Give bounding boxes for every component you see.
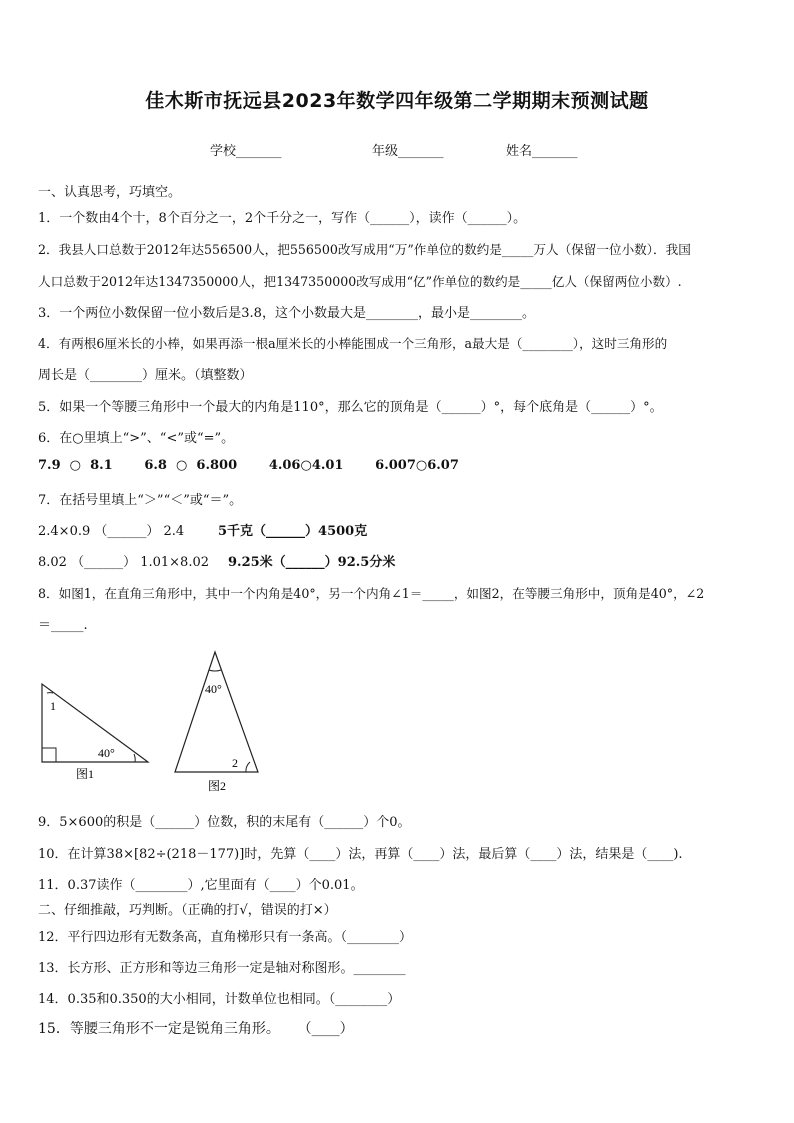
figure-2-apex-label: 40° bbox=[205, 682, 222, 696]
question-1: 1．一个数由4个十，8个百分之一，2个千分之一，写作（______），读作（______）。 bbox=[38, 211, 527, 226]
geometry-figures bbox=[0, 640, 300, 800]
question-5: 5．如果一个等腰三角形中一个最大的内角是110°，那么它的顶角是（______）°，每个底角是（______）°。 bbox=[38, 400, 663, 415]
question-10: 10．在计算38×[82÷(218－177)]时，先算（____）法，再算（____）法，最后算（____）法，结果是（____). bbox=[38, 847, 683, 862]
question-12: 12．平行四边形有无数条高，直角梯形只有一条高。（________） bbox=[38, 930, 413, 945]
figure-2-isosceles-triangle bbox=[175, 652, 258, 793]
name-field: 姓名_______ bbox=[506, 144, 578, 159]
page-title: 佳木斯市抚远县2023年数学四年级第二学期期末预测试题 bbox=[145, 90, 649, 112]
question-4-line-2: 周长是（________）厘米。（填整数） bbox=[38, 368, 253, 383]
question-6-comparisons: 7.9 ○ 8.1 6.8 ○ 6.800 4.06○4.01 6.007○6.07 bbox=[38, 458, 459, 473]
question-13: 13．长方形、正方形和等边三角形一定是轴对称图形。________ bbox=[38, 961, 406, 976]
figure-1-right-triangle bbox=[42, 684, 148, 781]
question-8-line-2: ＝_____. bbox=[38, 618, 88, 633]
question-9: 9．5×600的积是（______）位数，积的末尾有（______）个0。 bbox=[38, 815, 411, 830]
figure-1-angle-marker: 1 bbox=[50, 699, 56, 713]
question-2-line-2: 人口总数于2012年达1347350000人，把1347350000改写成用“亿”作单位的数约是_____亿人（保留两位小数）. bbox=[38, 274, 682, 289]
figure-2-angle-marker: 2 bbox=[232, 756, 238, 770]
question-4-line-1: 4．有两根6厘米长的小棒，如果再添一根a厘米长的小棒能围成一个三角形，a最大是（________），这时三角形的 bbox=[38, 336, 668, 351]
question-6: 6．在○里填上“>”、“<”或“=”。 bbox=[38, 431, 235, 446]
section-2-heading: 二、仔细推敲，巧判断。（正确的打√，错误的打×） bbox=[38, 903, 337, 918]
grade-field: 年级_______ bbox=[372, 144, 444, 159]
question-14: 14．0.35和0.350的大小相同，计数单位也相同。（________） bbox=[38, 992, 401, 1007]
question-15: 15．等腰三角形不一定是锐角三角形。 （____） bbox=[38, 1021, 354, 1037]
question-7-row-2-left: 8.02 （______） 1.01×8.02 bbox=[38, 555, 209, 570]
question-2-line-1: 2．我县人口总数于2012年达556500人，把556500改写成用“万”作单位的数约是_____万人（保留一位小数）．我国 bbox=[38, 242, 691, 257]
section-1-heading: 一、认真思考，巧填空。 bbox=[38, 185, 182, 200]
question-7: 7．在括号里填上“＞”“＜”或“＝”。 bbox=[38, 493, 243, 508]
school-field: 学校_______ bbox=[210, 144, 282, 159]
figure-1-angle-label: 40° bbox=[98, 746, 115, 760]
question-3: 3．一个两位小数保留一位小数后是3.8，这个小数最大是________，最小是________。 bbox=[38, 306, 535, 321]
question-7-row-2-right: 9.25米（______）92.5分米 bbox=[228, 555, 396, 570]
question-7-row-1-right: 5千克（______）4500克 bbox=[218, 524, 368, 539]
question-11: 11．0.37读作（________）,它里面有（____）个0.01。 bbox=[38, 878, 364, 893]
figure-2-caption: 图2 bbox=[208, 779, 227, 793]
figure-1-caption: 图1 bbox=[76, 767, 95, 781]
question-8-line-1: 8．如图1，在直角三角形中，其中一个内角是40°，另一个内角∠1＝_____，如图2，在等腰三角形中，顶角是40°，∠2 bbox=[38, 586, 705, 601]
question-7-row-1-left: 2.4×0.9 （______） 2.4 bbox=[38, 524, 185, 539]
